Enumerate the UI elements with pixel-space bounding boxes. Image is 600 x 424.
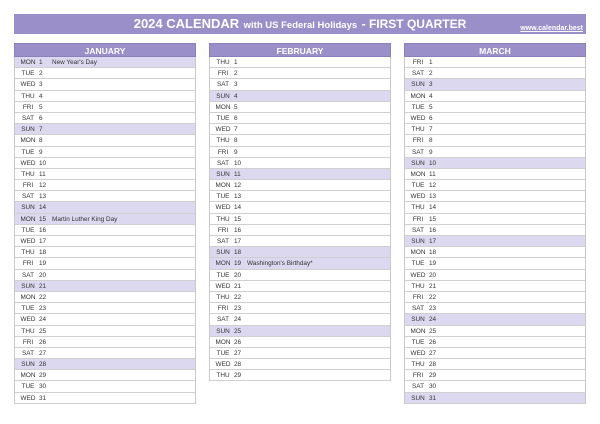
day-of-week: TUE <box>216 114 230 122</box>
day-row <box>405 79 585 90</box>
day-of-week: SAT <box>412 305 424 313</box>
day-of-week: WED <box>20 238 36 245</box>
day-number: 11 <box>234 170 241 178</box>
day-row <box>15 102 195 113</box>
day-number: 21 <box>429 282 437 290</box>
day-row <box>405 247 585 258</box>
day-number: 8 <box>39 137 43 145</box>
day-row <box>15 303 195 314</box>
day-row <box>15 214 195 225</box>
day-row <box>405 258 585 269</box>
day-row <box>405 270 585 281</box>
day-of-week: SAT <box>22 114 34 122</box>
day-row <box>405 57 585 68</box>
day-of-week: TUE <box>21 305 35 313</box>
day-row <box>405 180 585 191</box>
day-row <box>405 359 585 370</box>
day-row <box>210 169 390 180</box>
day-of-week: MON <box>20 137 36 145</box>
day-of-week: TUE <box>411 103 425 111</box>
day-of-week: SUN <box>216 249 230 257</box>
day-row <box>405 326 585 337</box>
day-number: 18 <box>234 249 242 257</box>
day-of-week: SUN <box>216 170 230 178</box>
day-number: 14 <box>234 204 242 212</box>
day-row <box>210 180 390 191</box>
day-row <box>405 225 585 236</box>
day-row <box>15 91 195 102</box>
day-row <box>15 169 195 180</box>
day-number: 25 <box>234 327 242 335</box>
page-header <box>14 14 586 34</box>
day-number: 28 <box>429 361 437 369</box>
day-number: 21 <box>234 282 242 290</box>
day-of-week: SUN <box>21 204 35 212</box>
day-number: 2 <box>234 70 238 78</box>
day-of-week: THU <box>21 170 35 178</box>
day-of-week: TUE <box>216 193 230 201</box>
day-number: 10 <box>429 159 437 167</box>
day-of-week: TUE <box>216 271 230 279</box>
day-of-week: SAT <box>412 226 424 234</box>
day-row <box>15 236 195 247</box>
day-number: 22 <box>429 293 437 301</box>
day-number: 26 <box>39 338 47 346</box>
day-row <box>405 236 585 247</box>
day-row <box>405 348 585 359</box>
day-of-week: SUN <box>21 282 35 290</box>
day-number: 3 <box>429 81 433 89</box>
day-row <box>15 326 195 337</box>
day-number: 7 <box>39 126 43 134</box>
day-of-week: THU <box>216 215 230 223</box>
day-of-week: THU <box>21 92 35 100</box>
day-row <box>210 113 390 124</box>
day-number: 25 <box>429 327 437 335</box>
day-row <box>15 270 195 281</box>
day-of-week: TUE <box>411 182 425 190</box>
day-row <box>210 57 390 68</box>
day-of-week: SUN <box>21 126 35 134</box>
day-of-week: TUE <box>411 338 425 346</box>
day-of-week: THU <box>21 249 35 257</box>
day-number: 20 <box>429 271 437 279</box>
month-header: MARCH <box>404 43 586 57</box>
day-row <box>15 180 195 191</box>
day-number: 29 <box>234 372 242 380</box>
day-row <box>15 393 195 404</box>
day-row <box>405 102 585 113</box>
day-of-week: SAT <box>217 159 229 167</box>
day-of-week: TUE <box>21 226 35 234</box>
day-row <box>15 337 195 348</box>
day-row <box>15 381 195 392</box>
day-of-week: TUE <box>21 383 35 391</box>
day-number: 4 <box>429 92 433 100</box>
day-row <box>15 348 195 359</box>
day-row <box>210 292 390 303</box>
day-of-week: FRI <box>412 137 424 145</box>
day-row <box>210 91 390 102</box>
day-of-week: WED <box>410 349 426 357</box>
day-row <box>405 113 585 124</box>
day-of-week: WED <box>215 204 231 212</box>
day-row <box>15 359 195 370</box>
month-header: FEBRUARY <box>209 43 391 57</box>
day-row <box>210 236 390 247</box>
day-row <box>210 258 390 269</box>
day-row <box>405 370 585 381</box>
day-number: 29 <box>429 372 437 380</box>
day-of-week: SAT <box>412 70 424 78</box>
day-number: 21 <box>39 282 47 290</box>
day-row <box>405 169 585 180</box>
day-number: 22 <box>234 293 242 301</box>
day-row <box>405 303 585 314</box>
day-number: 22 <box>39 293 47 301</box>
day-row <box>15 79 195 90</box>
day-number: 1 <box>234 59 238 66</box>
day-of-week: THU <box>411 126 425 134</box>
day-row <box>405 202 585 213</box>
day-of-week: MON <box>20 293 36 301</box>
day-of-week: WED <box>410 193 426 201</box>
day-number: 24 <box>39 316 47 324</box>
day-of-week: FRI <box>217 226 229 234</box>
day-of-week: SUN <box>411 159 425 167</box>
day-number: 8 <box>429 137 433 145</box>
day-list <box>404 57 586 404</box>
day-number: 26 <box>429 338 437 346</box>
day-of-week: SAT <box>22 271 34 279</box>
day-row <box>210 247 390 258</box>
holiday-label: Martin Luther King Day <box>52 215 118 223</box>
month-header: JANUARY <box>14 43 196 57</box>
day-number: 26 <box>234 338 242 346</box>
day-row <box>15 68 195 79</box>
day-number: 23 <box>429 305 437 313</box>
day-of-week: MON <box>410 92 426 100</box>
day-row <box>15 147 195 158</box>
day-of-week: THU <box>21 327 35 335</box>
day-row <box>405 292 585 303</box>
day-row <box>210 359 390 370</box>
day-row <box>15 202 195 213</box>
day-number: 12 <box>429 182 437 190</box>
day-of-week: MON <box>20 372 36 380</box>
holiday-label: Washington's Birthday* <box>247 260 313 268</box>
title-subtitle: with US Federal Holidays <box>243 20 358 31</box>
day-row <box>405 191 585 202</box>
day-number: 5 <box>234 103 238 111</box>
day-of-week: WED <box>20 81 36 89</box>
day-of-week: SAT <box>412 383 424 391</box>
day-number: 5 <box>429 103 433 111</box>
day-number: 9 <box>234 148 238 156</box>
day-number: 29 <box>39 372 47 380</box>
day-row <box>210 326 390 337</box>
day-of-week: FRI <box>217 148 229 156</box>
day-row <box>210 214 390 225</box>
day-row <box>15 158 195 169</box>
day-number: 19 <box>39 260 47 268</box>
day-of-week: THU <box>411 282 425 290</box>
day-number: 13 <box>429 193 437 201</box>
day-row <box>210 147 390 158</box>
day-number: 19 <box>234 260 242 268</box>
day-number: 12 <box>234 182 242 190</box>
day-row <box>15 258 195 269</box>
day-row <box>405 91 585 102</box>
day-of-week: THU <box>411 204 425 212</box>
day-row <box>15 191 195 202</box>
day-of-week: MON <box>20 59 36 66</box>
day-row <box>405 135 585 146</box>
day-of-week: WED <box>410 114 426 122</box>
day-of-week: FRI <box>412 293 424 301</box>
website-link[interactable]: www.calendar.best <box>520 25 583 32</box>
day-number: 2 <box>39 70 43 78</box>
day-of-week: SAT <box>22 193 34 201</box>
day-of-week: FRI <box>22 260 34 268</box>
day-number: 15 <box>429 215 437 223</box>
day-of-week: THU <box>216 372 230 380</box>
day-row <box>15 135 195 146</box>
day-number: 1 <box>39 59 43 66</box>
day-number: 30 <box>429 383 437 391</box>
day-number: 10 <box>39 159 47 167</box>
day-number: 15 <box>234 215 242 223</box>
day-number: 9 <box>429 148 433 156</box>
day-row <box>405 393 585 404</box>
day-of-week: SAT <box>217 316 229 324</box>
day-of-week: WED <box>20 316 36 324</box>
day-row <box>210 370 390 381</box>
day-of-week: WED <box>20 394 36 402</box>
day-of-week: FRI <box>412 372 424 380</box>
day-of-week: FRI <box>217 70 229 78</box>
day-of-week: WED <box>20 159 36 167</box>
day-of-week: THU <box>216 137 230 145</box>
day-row <box>210 102 390 113</box>
day-of-week: TUE <box>411 260 425 268</box>
day-row <box>405 337 585 348</box>
day-number: 6 <box>39 114 43 122</box>
day-row <box>15 314 195 325</box>
day-of-week: SUN <box>411 394 425 402</box>
day-number: 27 <box>39 349 47 357</box>
day-row <box>210 281 390 292</box>
day-number: 24 <box>234 316 242 324</box>
day-of-week: SAT <box>217 81 229 89</box>
day-of-week: MON <box>20 215 36 223</box>
holiday-label: New Year's Day <box>52 59 97 66</box>
day-number: 4 <box>39 92 43 100</box>
day-number: 12 <box>39 182 47 190</box>
day-number: 14 <box>429 204 437 212</box>
day-of-week: WED <box>215 361 231 369</box>
day-number: 3 <box>39 81 43 89</box>
day-row <box>15 292 195 303</box>
day-of-week: SUN <box>411 316 425 324</box>
day-number: 27 <box>429 349 437 357</box>
day-row <box>210 79 390 90</box>
day-row <box>15 370 195 381</box>
day-of-week: FRI <box>217 305 229 313</box>
day-row <box>405 281 585 292</box>
day-row <box>210 191 390 202</box>
day-of-week: TUE <box>216 349 230 357</box>
day-row <box>210 337 390 348</box>
day-of-week: MON <box>410 249 426 257</box>
day-of-week: SAT <box>22 349 34 357</box>
day-number: 9 <box>39 148 43 156</box>
day-number: 23 <box>39 305 47 313</box>
day-of-week: FRI <box>22 338 34 346</box>
day-of-week: TUE <box>21 70 35 78</box>
day-number: 10 <box>234 159 242 167</box>
day-number: 31 <box>39 394 47 402</box>
day-number: 8 <box>234 137 238 145</box>
day-number: 20 <box>234 271 242 279</box>
day-number: 23 <box>234 305 242 313</box>
day-number: 17 <box>234 238 242 245</box>
day-number: 28 <box>39 361 47 369</box>
day-of-week: WED <box>215 126 231 134</box>
day-number: 5 <box>39 103 43 111</box>
day-number: 27 <box>234 349 242 357</box>
page-title <box>14 14 586 36</box>
day-row <box>15 247 195 258</box>
day-row <box>210 202 390 213</box>
day-number: 25 <box>39 327 47 335</box>
day-row <box>210 158 390 169</box>
day-number: 14 <box>39 204 47 212</box>
day-number: 19 <box>429 260 437 268</box>
day-of-week: SUN <box>411 81 425 89</box>
day-of-week: FRI <box>412 59 424 66</box>
day-row <box>405 314 585 325</box>
day-of-week: SUN <box>216 92 230 100</box>
day-number: 20 <box>39 271 47 279</box>
day-row <box>15 113 195 124</box>
day-row <box>210 68 390 79</box>
day-of-week: SUN <box>216 327 230 335</box>
day-of-week: FRI <box>412 215 424 223</box>
day-row <box>405 147 585 158</box>
day-number: 16 <box>234 226 242 234</box>
day-of-week: THU <box>216 293 230 301</box>
day-of-week: THU <box>216 59 230 66</box>
day-of-week: MON <box>410 327 426 335</box>
day-of-week: SUN <box>411 238 425 245</box>
day-row <box>405 68 585 79</box>
day-number: 31 <box>429 394 437 402</box>
day-number: 17 <box>429 238 437 245</box>
day-number: 28 <box>234 361 242 369</box>
day-of-week: FRI <box>22 103 34 111</box>
day-list <box>14 57 196 404</box>
day-of-week: FRI <box>22 182 34 190</box>
day-row <box>405 158 585 169</box>
day-row <box>210 314 390 325</box>
day-of-week: MON <box>215 182 231 190</box>
day-row <box>210 225 390 236</box>
day-number: 3 <box>234 81 238 89</box>
day-row <box>405 381 585 392</box>
day-row <box>210 124 390 135</box>
day-number: 17 <box>39 238 47 245</box>
day-row <box>405 124 585 135</box>
day-row <box>15 225 195 236</box>
day-number: 16 <box>39 226 47 234</box>
day-number: 13 <box>39 193 47 201</box>
day-number: 6 <box>429 114 433 122</box>
day-of-week: WED <box>215 282 231 290</box>
day-of-week: SAT <box>217 238 229 245</box>
day-of-week: MON <box>410 170 426 178</box>
day-row <box>210 135 390 146</box>
day-of-week: MON <box>215 260 231 268</box>
day-number: 1 <box>429 59 433 66</box>
day-number: 11 <box>39 170 46 178</box>
day-row <box>210 348 390 359</box>
day-number: 7 <box>234 126 238 134</box>
day-number: 16 <box>429 226 437 234</box>
day-list <box>209 57 391 381</box>
day-row <box>15 57 195 68</box>
day-number: 13 <box>234 193 242 201</box>
day-number: 18 <box>39 249 47 257</box>
day-number: 6 <box>234 114 238 122</box>
day-of-week: TUE <box>21 148 35 156</box>
day-of-week: MON <box>215 338 231 346</box>
month-february <box>209 43 391 381</box>
day-number: 11 <box>429 170 436 178</box>
title-year: 2024 CALENDAR <box>133 16 240 31</box>
month-march <box>404 43 586 404</box>
title-quarter: - FIRST QUARTER <box>361 17 467 31</box>
month-january <box>14 43 196 404</box>
day-number: 7 <box>429 126 433 134</box>
day-number: 24 <box>429 316 437 324</box>
day-row <box>15 124 195 135</box>
day-row <box>210 303 390 314</box>
day-number: 2 <box>429 70 433 78</box>
day-of-week: WED <box>410 271 426 279</box>
day-row <box>405 214 585 225</box>
day-of-week: SAT <box>412 148 424 156</box>
day-number: 18 <box>429 249 437 257</box>
day-number: 30 <box>39 383 47 391</box>
day-number: 15 <box>39 215 47 223</box>
day-number: 4 <box>234 92 238 100</box>
day-row <box>210 270 390 281</box>
day-row <box>15 281 195 292</box>
day-of-week: SUN <box>21 361 35 369</box>
day-of-week: MON <box>215 103 231 111</box>
day-of-week: THU <box>411 361 425 369</box>
